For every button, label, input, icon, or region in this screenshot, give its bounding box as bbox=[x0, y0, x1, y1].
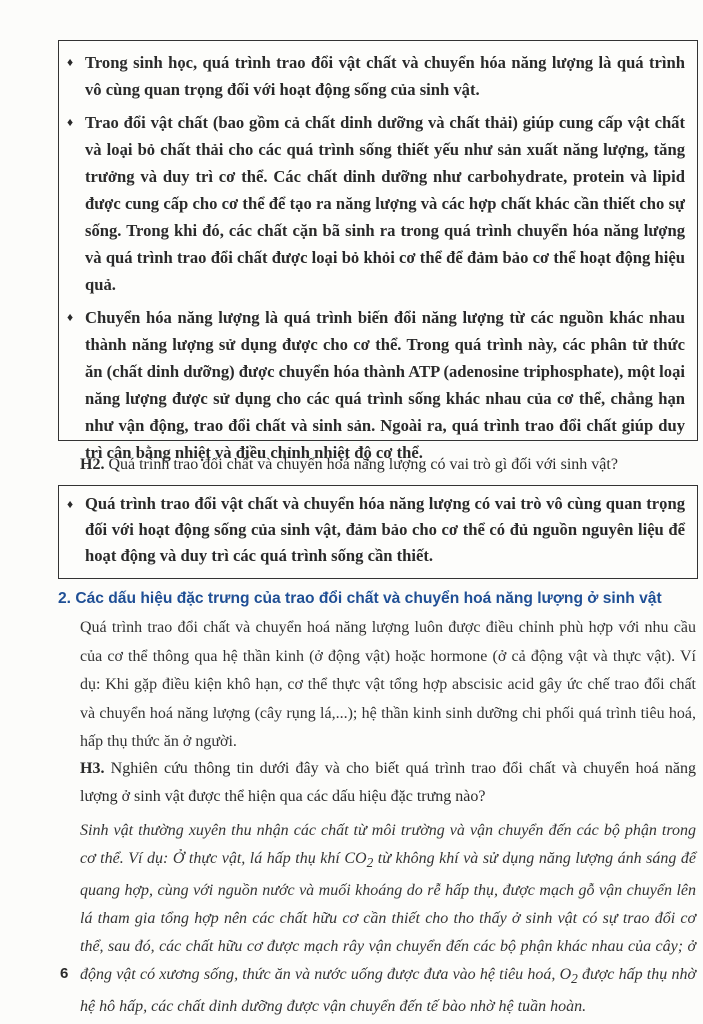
diamond-bullet-icon: ♦ bbox=[67, 55, 74, 69]
section-paragraph: Quá trình trao đổi chất và chuyển hoá năng lượng luôn được điều chỉnh phù hợp với nhu cầu của cơ thể thông qua hệ thần kinh (ở động vật) hoặc hormone (ở cả động vật và thực vật). Ví dụ: Khi gặp điều kiện khô hạn, cơ thể thực vật tổng hợp abscisic acid gây ức chế trao đổi chất và chuyển hoá năng lượng (cây rụng lá,...); hệ thần kinh sinh dưỡng chi phối quá trình tiêu hoá, hấp thụ thức ăn ở người. bbox=[80, 619, 696, 750]
bullet-item: ♦ Chuyển hóa năng lượng là quá trình biến đổi năng lượng từ các nguồn khác nhau thành năng lượng sử dụng được cho cơ thể. Trong quá trình này, các phân tử thức ăn (chất dinh dưỡng) được chuyển hóa thành ATP (adenosine triphosphate), một loại năng lượng được sử dụng cho các quá trình sống khác nhau của cơ thể, chẳng hạn như vận động, trao đổi chất và sinh sản. Ngoài ra, quá trình trao đổi chất giúp duy trì cân bằng nhiệt và điều chỉnh nhiệt độ cơ thể. bbox=[67, 304, 685, 466]
summary-box-1 bbox=[58, 40, 698, 462]
summary-box-2 bbox=[58, 485, 698, 579]
bullet-item: ♦ Trao đổi vật chất (bao gồm cả chất dinh dưỡng và chất thải) giúp cung cấp vật chất và loại bỏ chất thải cho các quá trình sống thiết yếu như sản xuất năng lượng, tăng trưởng và duy trì cơ thể. Các chất dinh dưỡng như carbohydrate, protein và lipid được cung cấp cho cơ thể để tạo ra năng lượng và các hợp chất khác cần thiết cho sự sống. Trong khi đó, các chất cặn bã sinh ra trong quá trình chuyển hóa năng lượng và quá trình trao đổi chất được loại bỏ khỏi cơ thể để đảm bảo cơ thể hoạt động hiệu quả. bbox=[67, 109, 685, 298]
info-passage: Sinh vật thường xuyên thu nhận các chất từ môi trường và vận chuyển đến các bộ phận trong cơ thể. Ví dụ: Ở thực vật, lá hấp thụ khí $CO_2$ từ không khí và sử dụng năng lượng ánh sáng để quang hợp, cùng với nguồn nước và muối khoáng do rễ hấp thụ, được mạch gỗ vận chuyển lên lá tham gia tổng hợp nên các chất hữu cơ cần thiết cho tho thấy ở sinh vật có sự trao đổi cơ thể, sau đó, các chất hữu cơ được mạch rây vận chuyển đến các bộ phận khác nhau của cây; ở động vật có xương sống, thức ăn và nước uống được đưa vào hệ tiêu hoá, $O_2$ được hấp thụ nhờ hệ hô hấp, các chất dinh dưỡng được vận chuyển đến tế bào nhờ hệ tuần hoàn. bbox=[80, 822, 696, 1016]
question-h2: H2. Quá trình trao đổi chất và chuyển hoá năng lượng có vai trò gì đối với sinh vật? bbox=[80, 456, 618, 473]
page-number: 6 bbox=[60, 965, 69, 982]
section-heading: 2. Các dấu hiệu đặc trưng của trao đổi chất và chuyển hoá năng lượng ở sinh vật bbox=[58, 590, 662, 607]
bullet-item: ♦ Quá trình trao đổi vật chất và chuyển hóa năng lượng có vai trò vô cùng quan trọng đối với hoạt động sống của sinh vật, đảm bảo cho cơ thể có đủ nguồn nguyên liệu để hoạt động và duy trì các quá trình sống cần thiết. bbox=[67, 491, 685, 569]
diamond-bullet-icon: ♦ bbox=[67, 310, 74, 324]
diamond-bullet-icon: ♦ bbox=[67, 497, 74, 511]
question-h3: H3. Nghiên cứu thông tin dưới đây và cho biết quá trình trao đổi chất và chuyển hoá năng lượng ở sinh vật được thể hiện qua các dấu hiệu đặc trưng nào? bbox=[80, 760, 696, 805]
diamond-bullet-icon: ♦ bbox=[67, 115, 74, 129]
bullet-item: ♦ Trong sinh học, quá trình trao đổi vật chất và chuyển hóa năng lượng là quá trình vô cùng quan trọng đối với hoạt động sống của sinh vật. bbox=[67, 49, 685, 103]
